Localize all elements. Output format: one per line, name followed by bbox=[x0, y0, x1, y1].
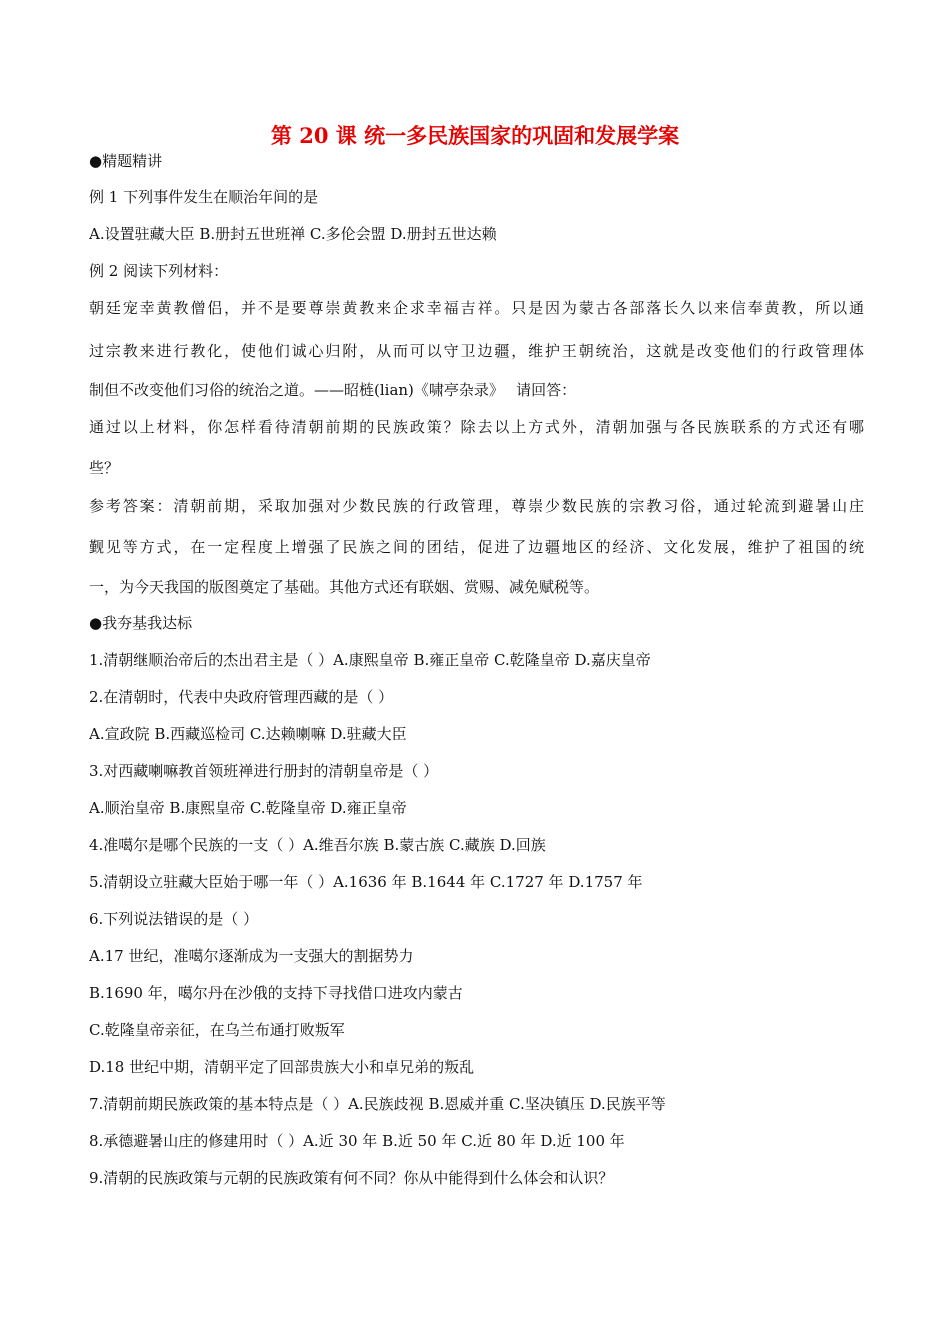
example1-options: A.设置驻藏大臣 B.册封五世班禅 C.多伦会盟 D.册封五世达赖 bbox=[89, 225, 497, 243]
material-line: 过宗教来进行教化，使他们诚心归附，从而可以守卫边疆，维护王朝统治，这就是改变他们的行政管理体 bbox=[89, 342, 864, 360]
answer-line: 一，为今天我国的版图奠定了基础。其他方式还有联姻、赏赐、减免赋税等。 bbox=[89, 578, 600, 596]
exercise-line: B.1690 年，噶尔丹在沙俄的支持下寻找借口进攻内蒙古 bbox=[89, 984, 463, 1002]
answer-line: 觐见等方式，在一定程度上增强了民族之间的团结，促进了边疆地区的经济、文化发展，维护了祖国的统 bbox=[89, 538, 864, 556]
exercise-line: 2.在清朝时，代表中央政府管理西藏的是（ ） bbox=[89, 688, 394, 706]
exercise-line: 5.清朝设立驻藏大臣始于哪一年（ ）A.1636 年 B.1644 年 C.1727 年 D.1757 年 bbox=[89, 873, 643, 891]
section-heading-examples: ●精题精讲 bbox=[89, 152, 163, 170]
exercise-line: A.17 世纪，准噶尔逐渐成为一支强大的割据势力 bbox=[89, 947, 414, 965]
exercise-line: 3.对西藏喇嘛教首领班禅进行册封的清朝皇帝是（ ） bbox=[89, 762, 439, 780]
page-title: 第 20 课 统一多民族国家的巩固和发展学案 bbox=[270, 123, 680, 148]
exercise-line: A.宣政院 B.西藏巡检司 C.达赖喇嘛 D.驻藏大臣 bbox=[89, 725, 407, 743]
material-line: 制但不改变他们习俗的统治之道。——昭梿(lian)《啸亭杂录》 请回答： bbox=[89, 381, 577, 399]
question-line: 通过以上材料，你怎样看待清朝前期的民族政策？除去以上方式外，清朝加强与各民族联系的方式还有哪 bbox=[89, 418, 864, 436]
answer-line: 参考答案：清朝前期，采取加强对少数民族的行政管理，尊崇少数民族的宗教习俗，通过轮流到避暑山庄 bbox=[89, 497, 864, 515]
exercise-line: 9.清朝的民族政策与元朝的民族政策有何不同？你从中能得到什么体会和认识？ bbox=[89, 1169, 614, 1187]
exercise-line: 6.下列说法错误的是（ ） bbox=[89, 910, 259, 928]
question-line: 些？ bbox=[89, 459, 120, 477]
section-heading-exercises: ●我夯基我达标 bbox=[89, 614, 193, 632]
exercise-line: 8.承德避暑山庄的修建用时（ ）A.近 30 年 B.近 50 年 C.近 80 年 D.近 100 年 bbox=[89, 1132, 625, 1150]
example2-intro: 例 2 阅读下列材料： bbox=[89, 262, 229, 280]
exercise-line: C.乾隆皇帝亲征，在乌兰布通打败叛军 bbox=[89, 1021, 345, 1039]
exercise-line: 1.清朝继顺治帝后的杰出君主是（ ）A.康熙皇帝 B.雍正皇帝 C.乾隆皇帝 D.嘉庆皇帝 bbox=[89, 651, 651, 669]
example1-question: 例 1 下列事件发生在顺治年间的是 bbox=[89, 188, 319, 206]
exercise-line: A.顺治皇帝 B.康熙皇帝 C.乾隆皇帝 D.雍正皇帝 bbox=[89, 799, 407, 817]
exercise-line: 4.准噶尔是哪个民族的一支（ ）A.维吾尔族 B.蒙古族 C.藏族 D.回族 bbox=[89, 836, 546, 854]
exercise-line: D.18 世纪中期，清朝平定了回部贵族大小和卓兄弟的叛乱 bbox=[89, 1058, 475, 1076]
material-line: 朝廷宠幸黄教僧侣，并不是要尊崇黄教来企求幸福吉祥。只是因为蒙古各部落长久以来信奉黄教，所以通 bbox=[89, 299, 864, 317]
exercise-line: 7.清朝前期民族政策的基本特点是（ ）A.民族歧视 B.恩威并重 C.坚决镇压 D.民族平等 bbox=[89, 1095, 666, 1113]
